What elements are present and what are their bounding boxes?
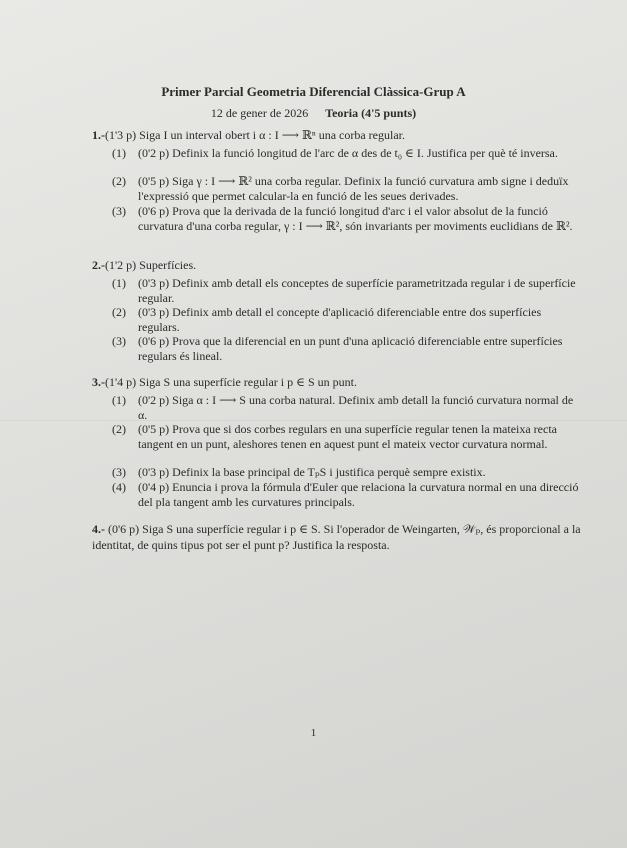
item-number: (2)	[112, 422, 126, 436]
item-text: (0'3 p) Definix amb detall els conceptes de superfície parametritzada regular i de superfície regular.	[138, 276, 576, 305]
exam-section-points: Teoria (4'5 punts)	[325, 106, 417, 120]
item-number: (4)	[112, 480, 126, 494]
item-text: (0'6 p) Prova que la diferencial en un punt d'una aplicació diferenciable entre superfícies regulars és lineal.	[138, 334, 563, 363]
exam-date: 12 de gener de 2026	[210, 106, 309, 120]
exam-title: Primer Parcial Geometria Diferencial Clàssica-Grup A	[161, 84, 466, 99]
question-1	[92, 128, 590, 143]
question-4-text: (0'6 p) Siga S una superfície regular i p ∈ S. Si l'operador de Weingarten, 𝒲ₚ, és proporcional a la identitat, de quins tipus pot ser el punt p? Justifica la resposta.	[92, 522, 581, 552]
question-3-item-2	[112, 422, 582, 451]
question-1-item-2	[112, 174, 582, 203]
question-2	[92, 258, 590, 273]
question-3-item-3	[112, 465, 582, 480]
item-text: (0'6 p) Prova que la derivada de la funció longitud d'arc i el valor absolut de la funció curvatura d'una corba regular, γ : I ⟶ ℝ², són invariants per moviments euclidians de ℝ².	[138, 204, 573, 233]
item-text: (0'2 p) Siga α : I ⟶ S una corba natural. Definix amb detall la funció curvatura normal de α.	[138, 393, 574, 422]
question-1-item-3	[112, 204, 582, 233]
question-3-text: (1'4 p) Siga S una superfície regular i p ∈ S un punt.	[105, 375, 357, 389]
item-number: (2)	[112, 174, 126, 188]
question-3-number: 3.-	[92, 375, 105, 389]
item-number: (1)	[112, 276, 126, 290]
question-3-item-4	[112, 480, 582, 509]
question-2-item-2	[112, 305, 582, 334]
item-text: (0'3 p) Definix amb detall el concepte d'aplicació diferenciable entre dos superfícies regulars.	[138, 305, 542, 334]
item-number: (1)	[112, 146, 126, 160]
question-4	[92, 521, 582, 553]
item-text: (0'2 p) Definix la funció longitud de l'arc de α des de t₀ ∈ I. Justifica per què té inversa.	[138, 146, 558, 160]
question-1-number: 1.-	[92, 128, 105, 142]
exam-subtitle	[0, 106, 627, 121]
question-1-text: (1'3 p) Siga I un interval obert i α : I ⟶ ℝⁿ una corba regular.	[105, 128, 405, 142]
question-2-text: (1'2 p) Superfícies.	[105, 258, 197, 272]
item-number: (3)	[112, 334, 126, 348]
question-1-item-1	[112, 146, 582, 161]
item-text: (0'5 p) Siga γ : I ⟶ ℝ² una corba regular. Definix la funció curvatura amb signe i deduïx l'expressió que permet calcular-la en funció de les seues derivades.	[138, 174, 569, 203]
item-text: (0'5 p) Prova que si dos corbes regulars en una superfície regular tenen la mateixa recta tangent en un punt, aleshores tenen en aquest punt el mateix vector curvatura normal.	[138, 422, 557, 451]
item-text: (0'4 p) Enuncia i prova la fórmula d'Euler que relaciona la curvatura normal en una direcció del pla tangent amb les curvatures principals.	[138, 480, 579, 509]
question-2-item-1	[112, 276, 582, 305]
question-4-number: 4.-	[92, 522, 105, 536]
question-3	[92, 375, 590, 390]
question-3-item-1	[112, 393, 582, 422]
item-number: (3)	[112, 465, 126, 479]
question-2-item-3	[112, 334, 582, 363]
item-text: (0'3 p) Definix la base principal de TₚS i justifica perquè sempre existix.	[138, 465, 486, 479]
page-number: 1	[310, 727, 317, 739]
item-number: (3)	[112, 204, 126, 218]
question-2-number: 2.-	[92, 258, 105, 272]
item-number: (1)	[112, 393, 126, 407]
item-number: (2)	[112, 305, 126, 319]
